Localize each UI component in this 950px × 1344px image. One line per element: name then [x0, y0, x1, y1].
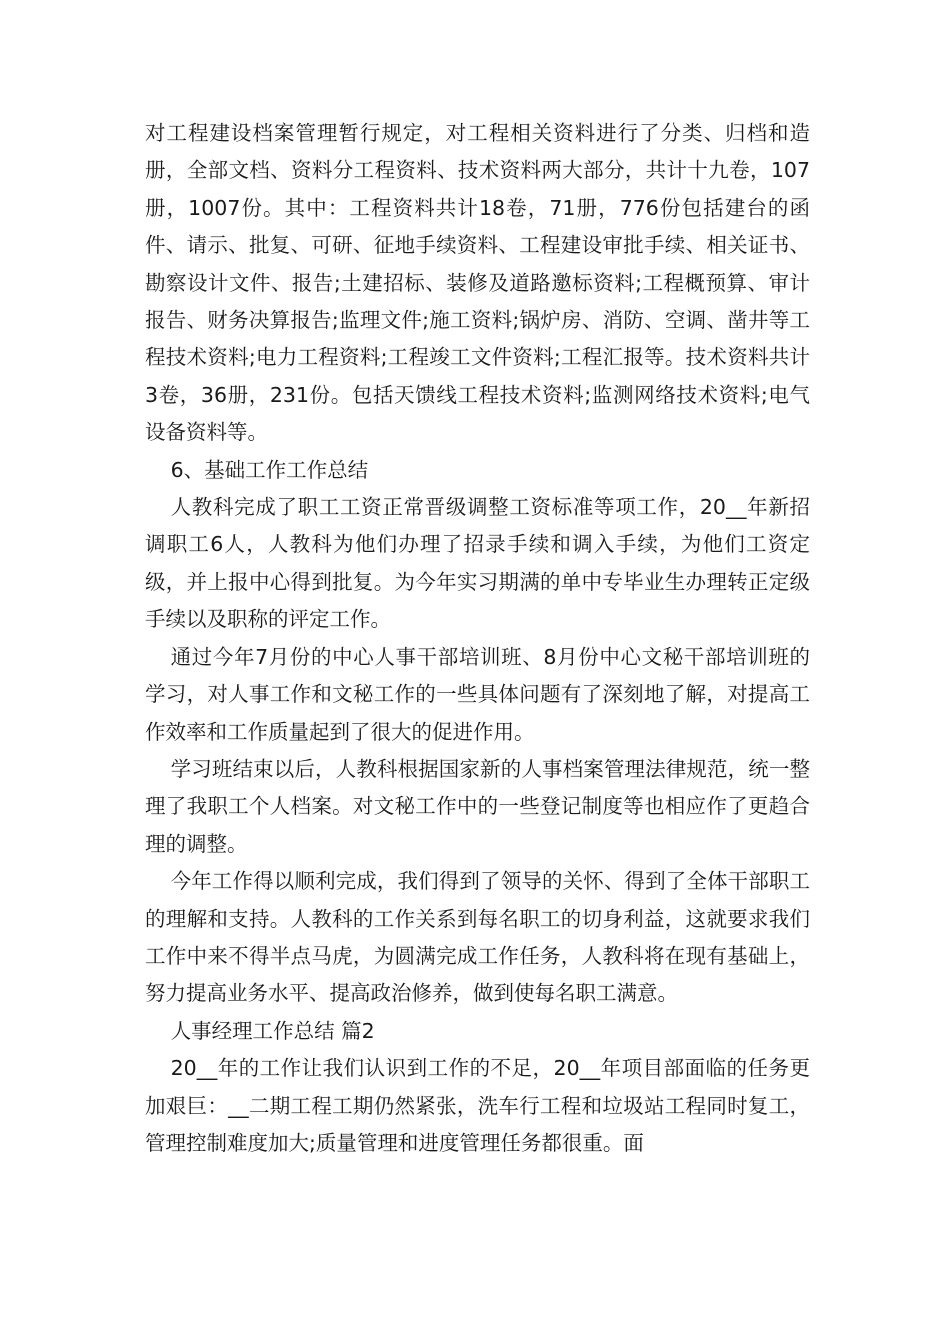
- paragraph-archive-summary: 对工程建设档案管理暂行规定，对工程相关资料进行了分类、归档和造册，全部文档、资料分工程资料、技术资料两大部分，共计十九卷，107册，1007份。其中：工程资料共计18卷，71册，776份包括建台的函件、请示、批复、可研、征地手续资料、工程建设审批手续、相关证书、勘察设计文件、报告;土建招标、装修及道路邀标资料;工程概预算、审计报告、财务决算报告;监理文件;施工资料;锅炉房、消防、空调、凿井等工程技术资料;电力工程资料;工程竣工文件资料;工程汇报等。技术资料共计3卷，36册，231份。包括天馈线工程技术资料;监测网络技术资料;电气设备资料等。: [145, 121, 810, 445]
- section-heading-basic-work: 6、基础工作工作总结: [170, 457, 369, 482]
- paragraph-archive-reorganization: 学习班结束以后，人教科根据国家新的人事档案管理法律规范，统一整理了我职工个人档案。对文秘工作中的一些登记制度等也相应作了更趋合理的调整。: [145, 756, 810, 856]
- paragraph-training: 通过今年7月份的中心人事干部培训班、8月份中心文秘干部培训班的学习，对人事工作和文秘工作的一些具体问题有了深刻地了解，对提高工作效率和工作质量起到了很大的促进作用。: [145, 644, 810, 744]
- paragraph-salary-recruitment: 人教科完成了职工工资正常晋级调整工资标准等项工作，20__年新招调职工6人，人教科为他们办理了招录手续和调入手续，为他们工资定级，并上报中心得到批复。为今年实习期满的单中专毕业生办理转正定级手续以及职称的评定工作。: [145, 495, 810, 632]
- section-heading-part-2: 人事经理工作总结 篇2: [170, 1018, 375, 1043]
- paragraph-conclusion: 今年工作得以顺利完成，我们得到了领导的关怀、得到了全体干部职工的理解和支持。人教科的工作关系到每名职工的切身利益，这就要求我们工作中来不得半点马虎，为圆满完成工作任务，人教科将在现有基础上，努力提高业务水平、提高政治修养，做到使每名职工满意。: [145, 869, 810, 1006]
- document-body: [145, 115, 810, 1162]
- paragraph-next-year-tasks: 20__年的工作让我们认识到工作的不足，20__年项目部面临的任务更加艰巨：__二期工程工期仍然紧张，洗车行工程和垃圾站工程同时复工，管理控制难度加大;质量管理和进度管理任务都很重。面: [145, 1056, 810, 1155]
